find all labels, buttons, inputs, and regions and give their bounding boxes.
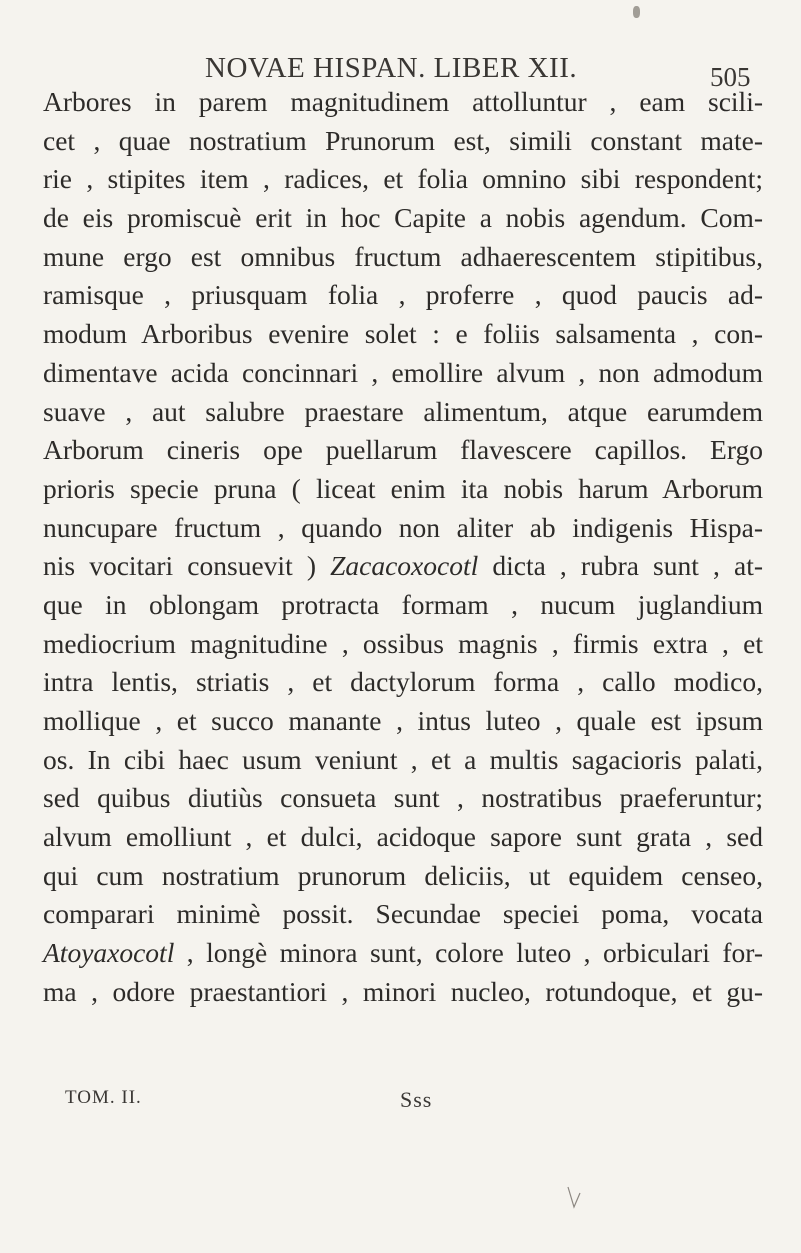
text-line-13 (43, 547, 763, 586)
text-line-15: mediocrium magnitudine , ossibus magnis , firmis extra , et (43, 627, 763, 659)
text-line-17: mollique , et succo manante , intus luteo , quale est ipsum (43, 705, 763, 736)
stray-pen-mark (565, 1185, 583, 1211)
text-segment: , longè minora sunt, colore luteo , orbiculari for- (174, 937, 763, 969)
signature-mark: Sss (400, 1087, 433, 1112)
text-line-14: que in oblongam protracta formam , nucum juglandium (43, 588, 763, 620)
text-line-10: Arborum cineris ope puellarum flavescere capillos. Ergo (43, 434, 763, 466)
text-segment: dicta , rubra sunt , at- (478, 550, 763, 582)
plant-name-zacacoxocotl: Zacacoxocotl (330, 550, 479, 582)
text-line-12: nuncupare fructum , quando non aliter ab indigenis Hispa- (43, 511, 763, 543)
ink-spot (633, 6, 640, 18)
text-segment: nis vocitari consuevit ) (43, 550, 331, 582)
text-line-23 (43, 934, 763, 973)
volume-footer: TOM. II. (65, 1087, 142, 1108)
text-line-20: alvum emolliunt , et dulci, acidoque sapore sunt grata , sed (43, 821, 763, 853)
text-line-1: Arbores in parem magnitudinem attolluntur , eam scili- (43, 86, 763, 117)
text-line-9: suave , aut salubre praestare alimentum, atque earumdem (43, 395, 763, 427)
text-line-3: rie , stipites item , radices, et folia omnino sibi respondent; (43, 163, 763, 195)
text-line-16: intra lentis, striatis , et dactylorum forma , callo modico, (43, 666, 763, 698)
text-line-7: modum Arboribus evenire solet : e foliis salsamenta , con- (43, 318, 763, 350)
text-line-21: qui cum nostratium prunorum deliciis, ut equidem censeo, (43, 859, 763, 891)
plant-name-atoyaxocotl: Atoyaxocotl (43, 937, 175, 969)
running-head: NOVAE HISPAN. LIBER XII. (205, 52, 578, 84)
body-text (43, 83, 763, 1012)
text-line-22: comparari minimè possit. Secundae speciei poma, vocata (43, 898, 763, 930)
text-line-5: mune ergo est omnibus fructum adhaerescentem stipitibus, (43, 240, 763, 272)
page-number: 505 (710, 62, 751, 92)
text-line-2: cet , quae nostratium Prunorum est, simili constant mate- (43, 124, 763, 156)
text-line-4: de eis promiscuè erit in hoc Capite a nobis agendum. Com- (43, 202, 763, 234)
text-line-6: ramisque , priusquam folia , proferre , quod paucis ad- (43, 279, 763, 311)
text-line-18: os. In cibi haec usum veniunt , et a multis sagacioris palati, (43, 743, 763, 775)
text-line-8: dimentave acida concinnari , emollire alvum , non admodum (43, 356, 763, 388)
text-line-24: ma , odore praestantiori , minori nucleo, rotundoque, et gu- (43, 975, 763, 1007)
text-line-11: prioris specie pruna ( liceat enim ita nobis harum Arborum (43, 472, 763, 504)
text-line-19: sed quibus diutiùs consueta sunt , nostratibus praeferuntur; (43, 782, 763, 814)
